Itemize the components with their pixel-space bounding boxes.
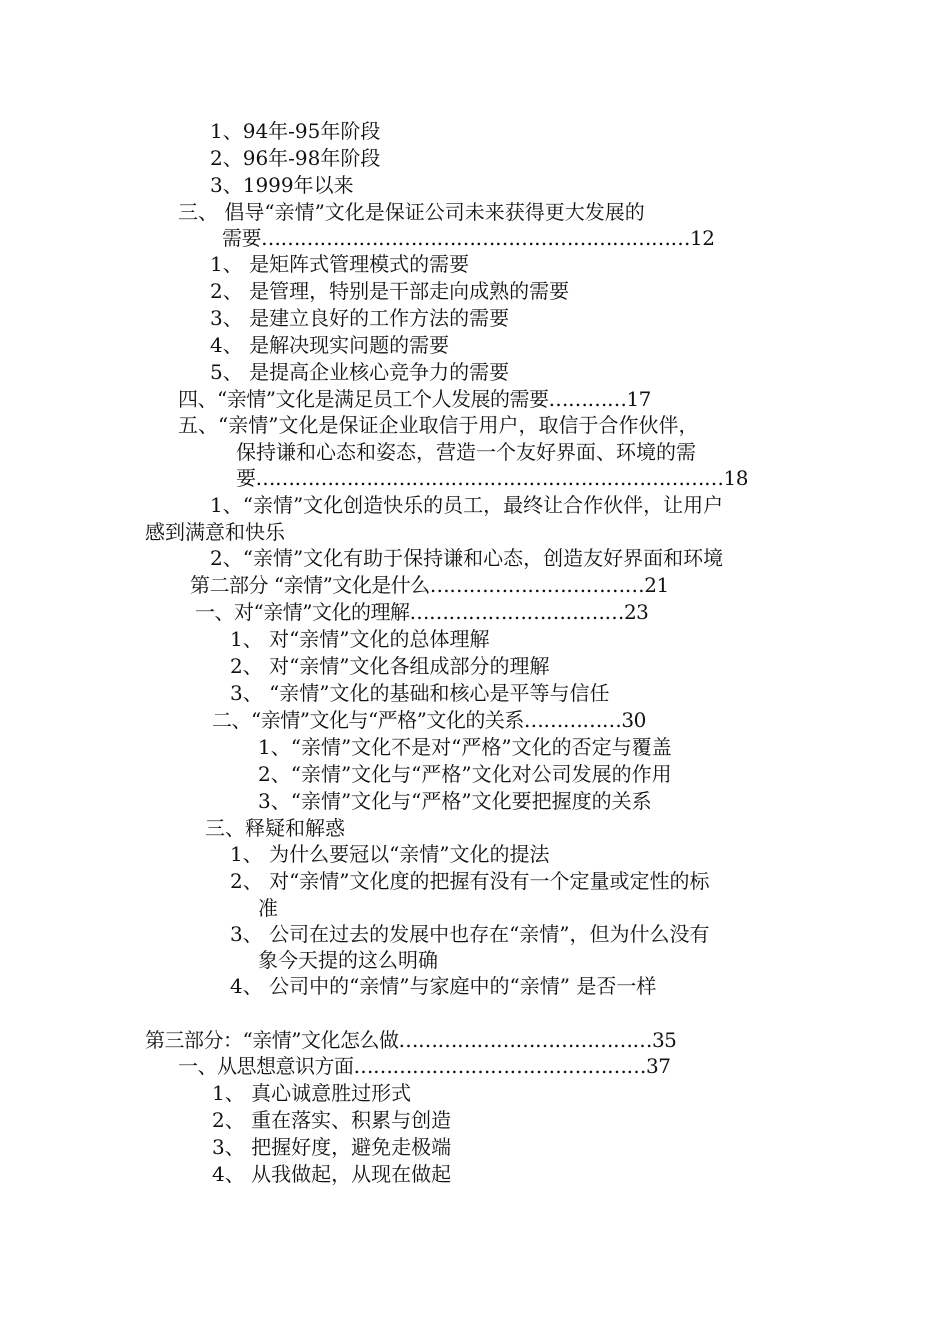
toc-line: 第二部分 “亲情”文化是什么……………………………21 xyxy=(190,573,669,597)
toc-line: 5、 是提高企业核心竞争力的需要 xyxy=(210,360,510,384)
toc-line: 四、“亲情”文化是满足员工个人发展的需要…………17 xyxy=(178,387,651,411)
toc-line: 准 xyxy=(258,896,278,920)
toc-line: 1、 真心诚意胜过形式 xyxy=(212,1081,412,1105)
toc-line: 2、96年-98年阶段 xyxy=(210,146,381,170)
toc-line: 1、 是矩阵式管理模式的需要 xyxy=(210,252,470,276)
toc-line: 2、 是管理，特别是干部走向成熟的需要 xyxy=(210,279,570,303)
toc-line: 4、 从我做起，从现在做起 xyxy=(212,1162,452,1186)
toc-line: 五、“亲情”文化是保证企业取信于用户，取信于合作伙伴， xyxy=(178,413,699,437)
toc-line: 3、 把握好度，避免走极端 xyxy=(212,1135,452,1159)
toc-line: 1、“亲情”文化不是对“严格”文化的否定与覆盖 xyxy=(258,735,672,759)
toc-line: 三、释疑和解惑 xyxy=(205,816,345,840)
toc-line: 一、从思想意识方面………………………………………37 xyxy=(178,1054,671,1078)
toc-line: 3、 公司在过去的发展中也存在“亲情”，但为什么没有 xyxy=(230,922,710,946)
toc-line: 2、 重在落实、积累与创造 xyxy=(212,1108,452,1132)
toc-line: 1、 为什么要冠以“亲情”文化的提法 xyxy=(230,842,550,866)
toc-line: 2、“亲情”文化与“严格”文化对公司发展的作用 xyxy=(258,762,672,786)
toc-line: 3、 是建立良好的工作方法的需要 xyxy=(210,306,510,330)
toc-line: 1、 对“亲情”文化的总体理解 xyxy=(230,627,490,651)
toc-line: 4、 公司中的“亲情”与家庭中的“亲情” 是否一样 xyxy=(230,974,657,998)
toc-line: 一、对“亲情”文化的理解……………………………23 xyxy=(195,600,649,624)
toc-line: 感到满意和快乐 xyxy=(145,520,285,544)
toc-line: 第三部分：“亲情”文化怎么做…………………………………35 xyxy=(145,1028,677,1052)
toc-line: 保持谦和心态和姿态，营造一个友好界面、环境的需 xyxy=(236,440,696,464)
toc-line: 2、 对“亲情”文化度的把握有没有一个定量或定性的标 xyxy=(230,869,710,893)
toc-line: 需要…………………………………………………………12 xyxy=(222,226,715,250)
toc-line: 二、“亲情”文化与“严格”文化的关系……………30 xyxy=(212,708,646,732)
toc-line: 4、 是解决现实问题的需要 xyxy=(210,333,450,357)
toc-line: 2、 对“亲情”文化各组成部分的理解 xyxy=(230,654,550,678)
toc-line: 三、 倡导“亲情”文化是保证公司未来获得更大发展的 xyxy=(178,200,645,224)
toc-line: 1、94年-95年阶段 xyxy=(210,119,381,143)
toc-line: 1、“亲情”文化创造快乐的员工，最终让合作伙伴，让用户 xyxy=(210,493,724,517)
toc-line: 2、“亲情”文化有助于保持谦和心态，创造友好界面和环境 xyxy=(210,546,724,570)
toc-line: 3、 “亲情”文化的基础和核心是平等与信任 xyxy=(230,681,610,705)
toc-line: 3、“亲情”文化与“严格”文化要把握度的关系 xyxy=(258,789,652,813)
toc-line: 3、1999年以来 xyxy=(210,173,354,197)
toc-line: 象今天提的这么明确 xyxy=(258,948,438,972)
toc-line: 要………………………………………………………………18 xyxy=(236,466,748,490)
